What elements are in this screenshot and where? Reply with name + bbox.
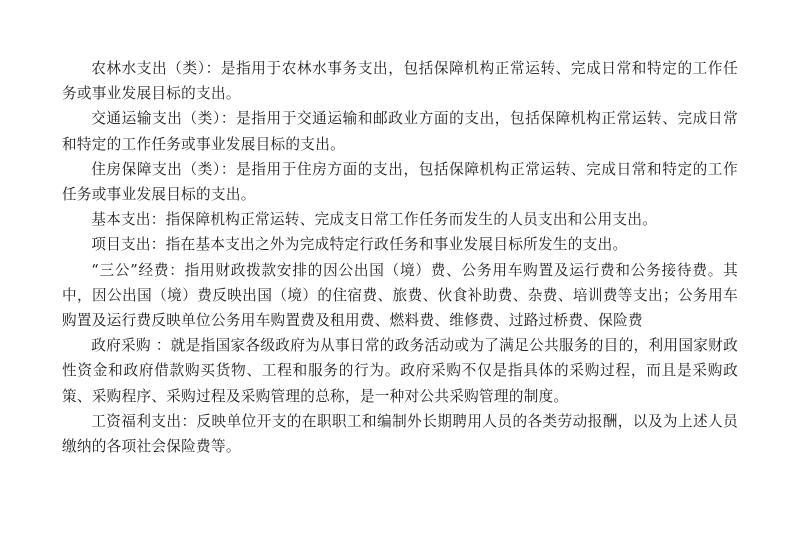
paragraph-basic-expenditure: 基本支出：指保障机构正常运转、完成支日常工作任务而发生的人员支出和公用支出。 <box>91 211 658 229</box>
paragraph-project-expenditure: 项目支出：指在基本支出之外为完成特定行政任务和事业发展目标所发生的支出。 <box>91 236 628 254</box>
paragraph-three-public-funds: “三公”经费：指用财政拨款安排的因公出国（境）费、公务用车购置及运行费和公务接待费。其中，因公出国（境）费反映出国（境）的住宿费、旅费、伙食补助费、杂费、培训费等支出；公务用车购置及运行费反映单位公务用车购置费及租用费、燃料费、维修费、过路过桥费、保险费 <box>62 261 738 330</box>
paragraph-wages-welfare: 工资福利支出：反映单位开支的在职职工和编制外长期聘用人员的各类劳动报酬，以及为上述人员缴纳的各项社会保险费等。 <box>62 412 738 456</box>
paragraph-housing-expenditure: 住房保障支出（类）：是指用于住房方面的支出，包括保障机构正常运转、完成日常和特定的工作任务或事业发展目标的支出。 <box>62 160 738 204</box>
paragraph-government-procurement: 政府采购 ：就是指国家各级政府为从事日常的政务活动或为了满足公共服务的目的，利用国家财政性资金和政府借款购买货物、工程和服务的行为。政府采购不仅是指具体的采购过程，而且是采购政策、采购程序、采购过程及采购管理的总称，是一种对公共采购管理的制度。 <box>62 337 738 405</box>
document-body <box>62 56 738 459</box>
paragraph-agriculture-expenditure: 农林水支出（类）：是指用于农林水事务支出，包括保障机构正常运转、完成日常和特定的工作任务或事业发展目标的支出。 <box>62 60 738 103</box>
paragraph-transport-expenditure: 交通运输支出（类）：是指用于交通运输和邮政业方面的支出，包括保障机构正常运转、完成日常和特定的工作任务或事业发展目标的支出。 <box>62 110 738 153</box>
